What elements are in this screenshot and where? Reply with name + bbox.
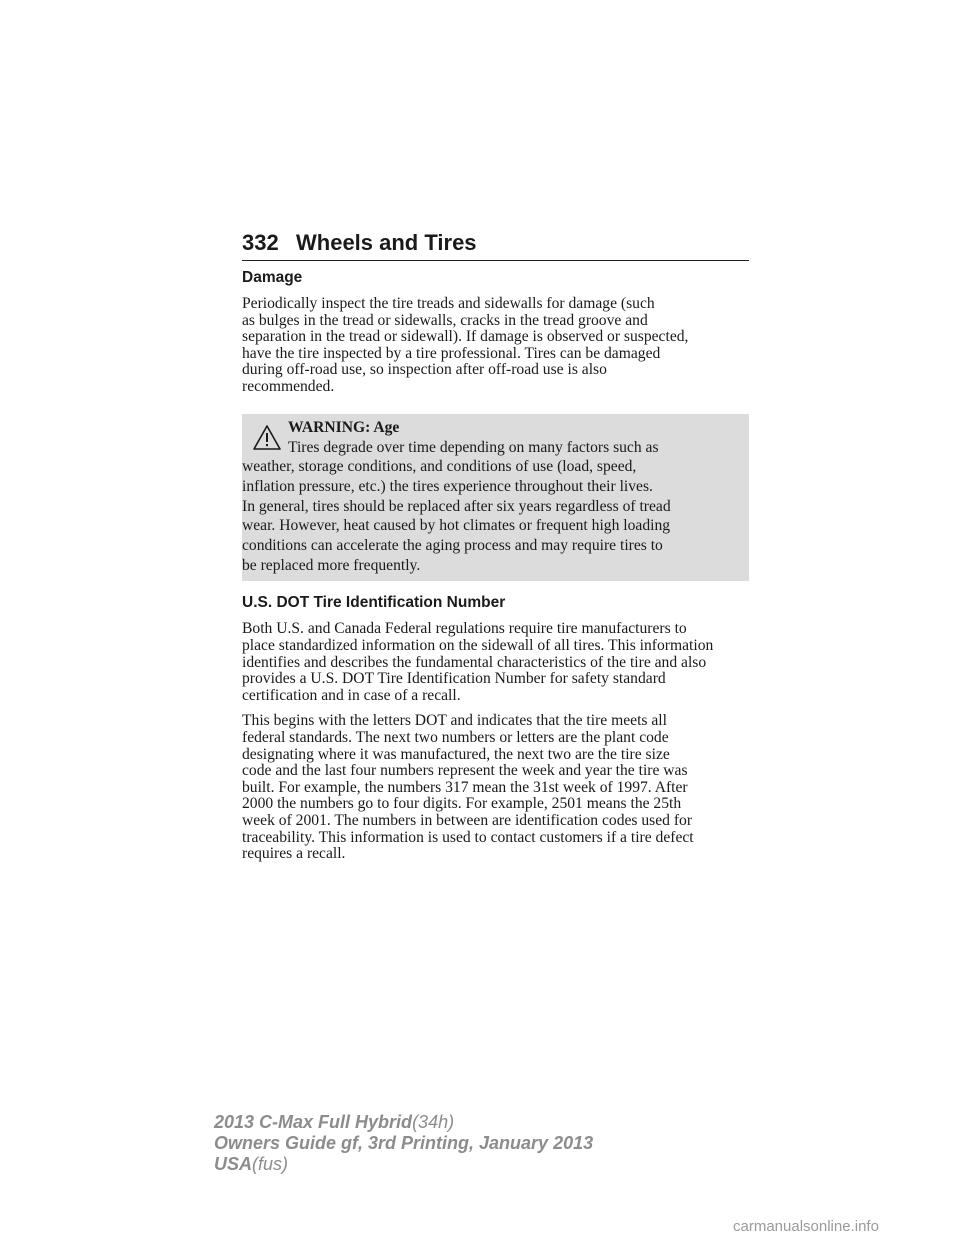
page-content <box>242 269 749 872</box>
dot-heading: U.S. DOT Tire Identification Number <box>242 594 506 612</box>
document-footer <box>214 1112 593 1175</box>
warning-title: WARNING: Age <box>288 418 400 436</box>
footer-model: 2013 C-Max Full Hybrid <box>214 1112 413 1132</box>
damage-heading: Damage <box>242 269 303 286</box>
footer-model-code: (34h) <box>412 1112 455 1132</box>
damage-paragraph: Periodically inspect the tire treads and sidewalls for damage (such as bulges in the tread or sidewalls, cracks in the tread groove and separation in the tread or sidewall). If damage is observed or suspected, have the tire inspected by a tire professional. Tires can be damaged during off-road use, so inspection after off-road use is also recommended. <box>242 295 689 395</box>
dot-paragraph-2: This begins with the letters DOT and indicates that the tire meets all federal standards. The next two numbers or letters are the plant code designating where it was manufactured, the next two are the tire size code and the last four numbers represent the week and year the tire was built. For example, the numbers 317 mean the 31st week of 1997. After 2000 the numbers go to four digits. For example, 2501 means the 25th week of 2001. The numbers in between are identification codes used for traceability. This information is used to contact customers if a tire defect requires a recall. <box>242 712 694 863</box>
footer-line-2: Owners Guide gf, 3rd Printing, January 2013 <box>214 1133 594 1153</box>
dot-paragraph-1: Both U.S. and Canada Federal regulations require tire manufacturers to place standardized information on the sidewall of all tires. This information identifies and describes the fundamental characteristics of the tire and also provides a U.S. DOT Tire Identification Number for safety standard certification and in case of a recall. <box>242 620 714 704</box>
section-title: Wheels and Tires <box>296 230 477 255</box>
page-number: 332 <box>242 230 279 255</box>
warning-triangle-icon <box>252 424 282 451</box>
warning-body: weather, storage conditions, and conditions of use (load, speed, inflation pressure, etc.) the tires experience throughout their lives. In general, tires should be replaced after six years regardless of tread wear. However, heat caused by hot climates or frequent high loading conditions can accelerate the aging process and may require tires to be replaced more frequently. <box>242 458 671 574</box>
footer-market-code: (fus) <box>252 1154 289 1174</box>
footer-market: USA <box>214 1154 253 1174</box>
footer-line-3 <box>214 1154 593 1175</box>
page-header <box>242 228 749 261</box>
warning-first-line: Tires degrade over time depending on many factors such as <box>288 438 659 456</box>
site-watermark: carmanualsonline.info <box>733 1218 879 1235</box>
warning-box <box>242 414 749 582</box>
footer-line-1 <box>214 1112 593 1133</box>
